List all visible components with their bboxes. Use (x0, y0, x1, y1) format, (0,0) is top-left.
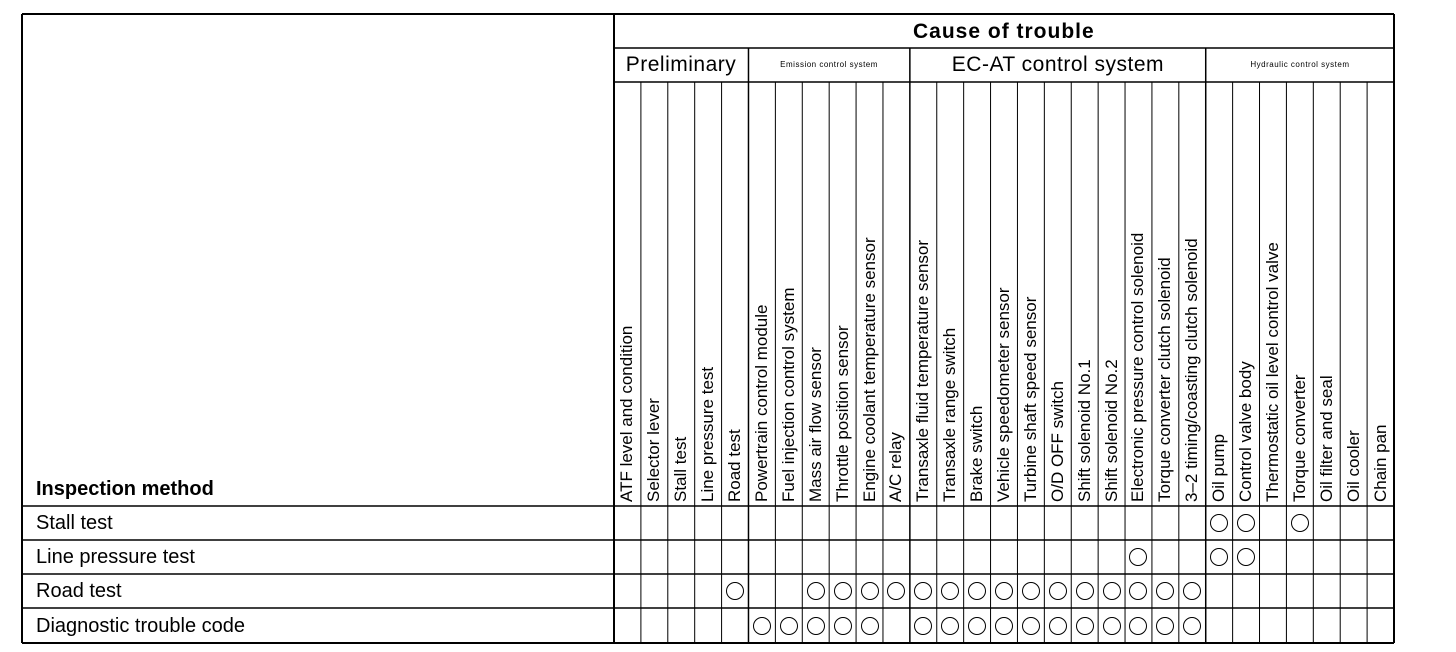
check-circle-icon (780, 617, 798, 635)
row-label: Diagnostic trouble code (36, 614, 246, 637)
column-label: Electronic pressure control solenoid (1128, 232, 1148, 502)
column-label: Mass air flow sensor (805, 347, 825, 502)
column-label: ATF level and condition (617, 325, 637, 502)
column-label: Transaxle fluid temperature sensor (913, 239, 933, 502)
column-label: O/D OFF switch (1047, 381, 1067, 502)
check-circle-icon (1237, 514, 1255, 532)
column-label: Oil filter and seal (1316, 375, 1336, 502)
column-label: Selector lever (644, 398, 664, 502)
check-circle-icon (834, 617, 852, 635)
check-circle-icon (1022, 582, 1040, 600)
check-circle-icon (941, 617, 959, 635)
check-circle-icon (968, 582, 986, 600)
column-label: Transaxle range switch (940, 327, 960, 502)
column-label: Turbine shaft speed sensor (1020, 296, 1040, 502)
check-circle-icon (1103, 617, 1121, 635)
column-label: Fuel injection control system (778, 287, 798, 502)
check-circle-icon (1049, 582, 1067, 600)
check-circle-icon (1049, 617, 1067, 635)
group-label: Hydraulic control system (1250, 60, 1350, 69)
column-label: Powertrain control module (751, 304, 771, 502)
column-label: Brake switch (967, 405, 987, 502)
check-circle-icon (995, 582, 1013, 600)
column-label: Engine coolant temperature sensor (859, 237, 879, 502)
group-label: EC-AT control system (951, 53, 1165, 76)
column-label: Oil cooler (1343, 430, 1363, 502)
column-label: Shift solenoid No.1 (1074, 359, 1094, 502)
cause-of-trouble-title: Cause of trouble (913, 20, 1095, 43)
column-label: Chain pan (1370, 424, 1390, 502)
check-circle-icon (807, 582, 825, 600)
column-label: 3–2 timing/coasting clutch solenoid (1182, 238, 1202, 502)
check-circle-icon (834, 582, 852, 600)
check-circle-icon (861, 617, 879, 635)
check-circle-icon (753, 617, 771, 635)
check-circle-icon (914, 617, 932, 635)
column-label: Vehicle speedometer sensor (994, 287, 1013, 502)
check-circle-icon (1103, 582, 1121, 600)
column-label: Control valve body (1236, 361, 1256, 502)
check-circle-icon (1076, 617, 1094, 635)
row-label: Stall test (36, 512, 113, 534)
row-label: Road test (36, 580, 122, 602)
column-label: Torque converter clutch solenoid (1155, 257, 1175, 502)
row-label: Line pressure test (36, 546, 195, 568)
check-circle-icon (1156, 617, 1174, 635)
check-circle-icon (1129, 617, 1147, 635)
group-label: Preliminary (625, 53, 737, 76)
column-label: A/C relay (886, 432, 906, 502)
column-label: Thermostatic oil level control valve (1262, 242, 1282, 502)
check-circle-icon (995, 617, 1013, 635)
column-label: Line pressure test (698, 366, 718, 502)
check-circle-icon (1076, 582, 1094, 600)
check-circle-icon (1291, 514, 1309, 532)
check-circle-icon (1237, 548, 1255, 566)
check-circle-icon (1183, 617, 1201, 635)
group-label: Emission control system (780, 60, 878, 69)
column-label: Throttle position sensor (832, 325, 852, 502)
check-circle-icon (807, 617, 825, 635)
column-label: Shift solenoid No.2 (1101, 359, 1121, 502)
inspection-method-header: Inspection method (36, 478, 214, 500)
check-circle-icon (726, 582, 744, 600)
column-label: Torque converter (1289, 374, 1309, 502)
check-circle-icon (968, 617, 986, 635)
column-label: Stall test (671, 436, 691, 502)
check-circle-icon (861, 582, 879, 600)
column-label: Oil pump (1209, 433, 1229, 502)
column-label: Road test (725, 429, 745, 502)
check-circle-icon (1022, 617, 1040, 635)
